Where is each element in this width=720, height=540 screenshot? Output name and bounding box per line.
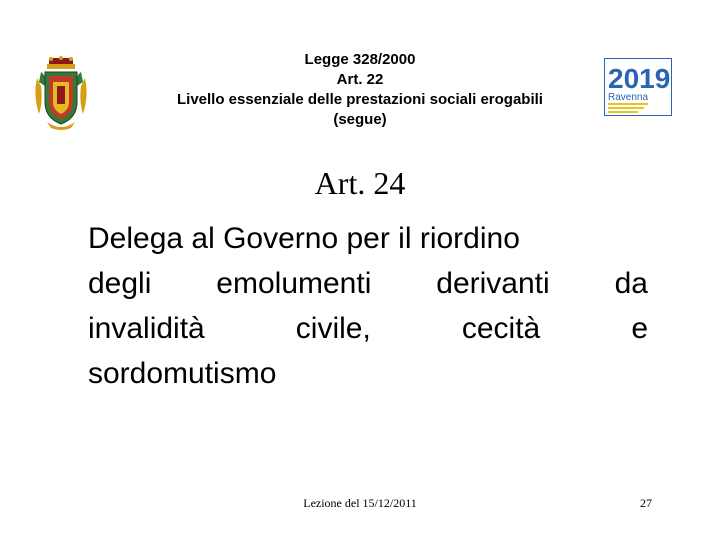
article-title: Art. 24 <box>314 165 406 201</box>
body-line-1 <box>88 216 648 261</box>
footer-lesson-date: Lezione del 15/12/2011 <box>303 496 417 510</box>
body-word: cecità <box>461 312 541 345</box>
slide-header <box>100 50 620 130</box>
body-line-3 <box>88 306 648 351</box>
header-subject: Livello essenziale delle prestazioni sociali erogabili <box>177 91 543 108</box>
body-word: sordomutismo <box>88 357 277 390</box>
body-word: Delega al Governo per il riordino <box>88 222 520 255</box>
body-line-2 <box>88 261 648 306</box>
logo-year: 2019 <box>608 63 671 94</box>
body-word: degli <box>88 267 152 300</box>
header-law: Legge 328/2000 <box>304 51 416 68</box>
body-line-4 <box>88 351 648 396</box>
body-word: derivanti <box>436 267 550 300</box>
header-article: Art. 22 <box>336 71 384 88</box>
header-continued: (segue) <box>333 111 387 128</box>
body-word: e <box>631 312 648 345</box>
body-word: da <box>614 267 648 300</box>
page-number: 27 <box>640 496 652 510</box>
body-word: emolumenti <box>216 267 372 300</box>
coat-of-arms-icon <box>33 56 89 132</box>
body-word: civile, <box>295 312 371 345</box>
article-body <box>88 216 648 396</box>
logo-city: Ravenna <box>608 92 649 103</box>
ravenna-2019-logo <box>604 58 672 116</box>
body-word: invalidità <box>88 312 205 345</box>
